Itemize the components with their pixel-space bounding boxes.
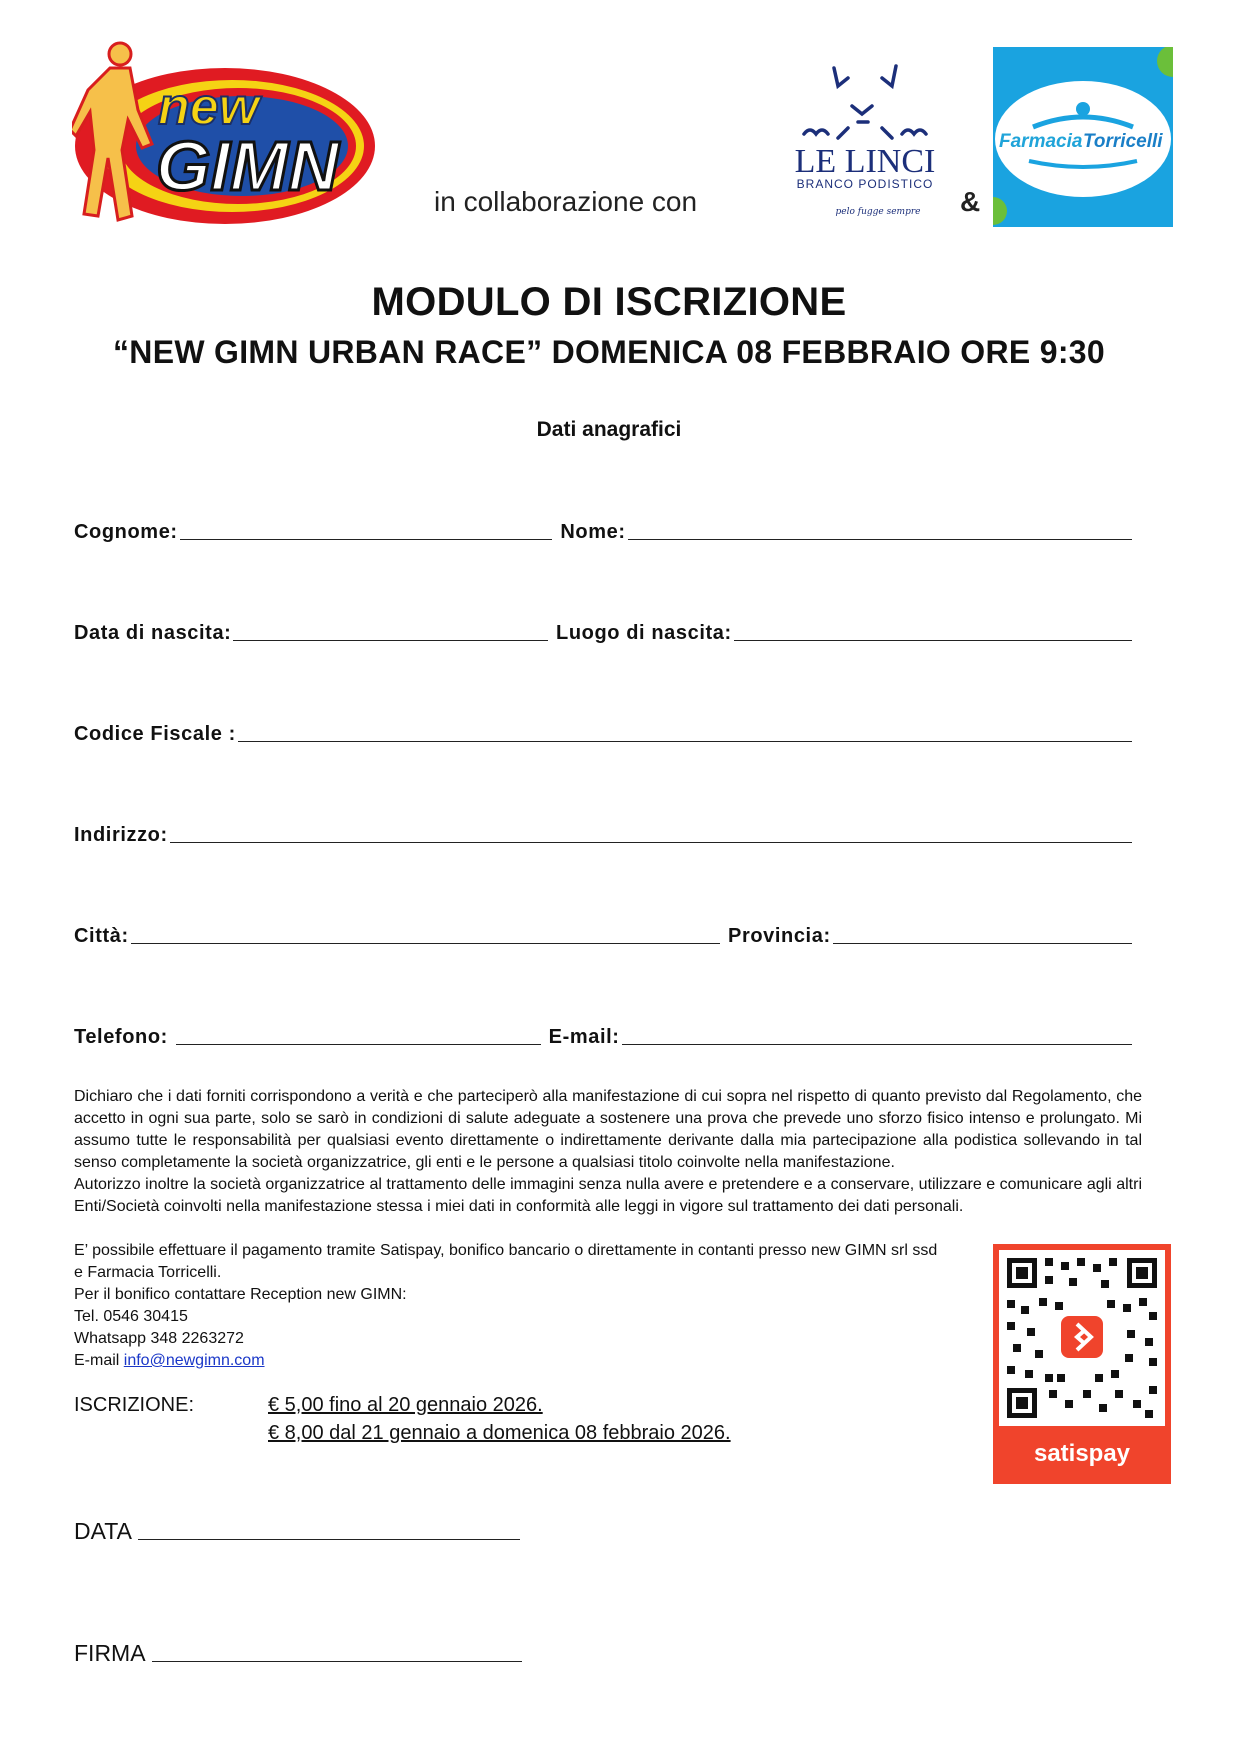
field-row-address <box>74 807 1132 847</box>
payment-tel: Tel. 0546 30415 <box>74 1308 188 1325</box>
iscrizione-price-1: € 5,00 fino al 20 gennaio 2026. <box>268 1394 543 1416</box>
citta-field[interactable] <box>74 908 720 948</box>
firma-line[interactable] <box>152 1661 522 1662</box>
farmacia-name-part2: Torricelli <box>1083 131 1163 152</box>
citta-label: Città: <box>74 925 129 947</box>
field-row-name <box>74 504 1132 544</box>
nome-label: Nome: <box>560 521 626 543</box>
payment-line-1: E’ possibile effettuare il pagamento tramite Satispay, bonifico bancario o direttamente in contanti presso new GIMN srl ssd <box>74 1242 938 1259</box>
declaration-text <box>74 1086 1142 1218</box>
indirizzo-label: Indirizzo: <box>74 824 168 846</box>
farmacia-torricelli-logo <box>993 47 1173 227</box>
newgimn-logo <box>72 40 378 232</box>
indirizzo-field[interactable] <box>74 807 1132 847</box>
nome-field[interactable] <box>560 504 1132 544</box>
nome-line[interactable] <box>628 539 1132 540</box>
ampersand: & <box>960 186 981 217</box>
codice-fiscale-field[interactable] <box>74 706 1132 746</box>
collab-text: in collaborazione con <box>434 186 698 217</box>
newgimn-logo-line2: GIMN <box>156 127 339 205</box>
field-row-cf <box>74 706 1132 746</box>
luogo-nascita-field[interactable] <box>556 605 1132 645</box>
payment-line-2: e Farmacia Torricelli. <box>74 1264 222 1281</box>
cognome-field[interactable] <box>74 504 552 544</box>
telefono-line[interactable] <box>176 1044 541 1045</box>
declaration-paragraph-2: Autorizzo inoltre la società organizzatrice al trattamento delle immagini senza nulla avere e pretendere e a conservare, utilizzare e comunicare agli altri Enti/Società coinvolti nella manifestazione stessa i miei dati in conformità alle leggi in vigore sul trattamento dei dati personali. <box>74 1176 1142 1215</box>
qr-code <box>999 1250 1165 1426</box>
payment-email-row <box>74 1350 994 1372</box>
field-row-birth <box>74 605 1132 645</box>
payment-email-label: E-mail <box>74 1352 124 1369</box>
email-field[interactable] <box>549 1009 1132 1049</box>
satispay-icon <box>1061 1316 1103 1358</box>
citta-line[interactable] <box>131 943 720 944</box>
codice-fiscale-line[interactable] <box>238 741 1132 742</box>
luogo-nascita-label: Luogo di nascita: <box>556 622 732 644</box>
satispay-qr <box>993 1244 1171 1484</box>
iscrizione-price-2: € 8,00 dal 21 gennaio a domenica 08 febbraio 2026. <box>268 1422 731 1444</box>
satispay-brand: satispay <box>1033 1440 1131 1467</box>
le-linci-name: LE LINCI <box>794 143 936 180</box>
provincia-label: Provincia: <box>728 925 831 947</box>
payment-whatsapp: Whatsapp 348 2263272 <box>74 1330 244 1347</box>
telefono-field[interactable] <box>74 1009 541 1049</box>
declaration-paragraph-1: Dichiaro che i dati forniti corrispondono a verità e che parteciperò alla manifestazione di cui sopra nel rispetto di quanto previsto dal Regolamento, che accetto in ogni sua parte, solo se sarò in condizioni di salute adeguate a sostenere una prova che prevede uno sforzo fisico intenso e prolungato. Mi assumo tutte le responsabilità per qualsiasi evento direttamente o indirettamente derivante dalla mia partecipazione alla podistica sollevando in tal senso completamente la società organizzatrice, gli enti e le persone a qualsiasi titolo coinvolte nella manifestazione. <box>74 1088 1142 1171</box>
data-signature-row <box>74 1518 520 1545</box>
payment-line-3: Per il bonifico contattare Reception new GIMN: <box>74 1286 407 1303</box>
email-line[interactable] <box>622 1044 1132 1045</box>
luogo-nascita-line[interactable] <box>734 640 1132 641</box>
data-nascita-line[interactable] <box>233 640 548 641</box>
firma-signature-row <box>74 1640 522 1667</box>
data-line[interactable] <box>138 1539 520 1540</box>
cognome-line[interactable] <box>180 539 553 540</box>
field-row-contacts <box>74 1009 1132 1049</box>
event-title: “NEW GIMN URBAN RACE” DOMENICA 08 FEBBRAIO ORE 9:30 <box>113 334 1105 370</box>
provincia-field[interactable] <box>728 908 1132 948</box>
section-title: Dati anagrafici <box>536 418 682 441</box>
le-linci-tagline: BRANCO PODISTICO <box>796 177 934 191</box>
data-label: DATA <box>74 1518 132 1544</box>
codice-fiscale-label: Codice Fiscale : <box>74 723 236 745</box>
provincia-line[interactable] <box>833 943 1132 944</box>
form-title: MODULO DI ISCRIZIONE <box>371 280 847 324</box>
payment-info <box>74 1240 994 1372</box>
email-label: E-mail: <box>548 1026 620 1048</box>
field-row-city <box>74 908 1132 948</box>
data-nascita-field[interactable] <box>74 605 548 645</box>
cognome-label: Cognome: <box>74 521 178 543</box>
le-linci-motto: pelo fugge sempre <box>835 207 921 217</box>
data-nascita-label: Data di nascita: <box>74 622 232 644</box>
farmacia-name-part1: Farmacia <box>999 131 1083 152</box>
iscrizione-label: ISCRIZIONE: <box>74 1394 195 1416</box>
le-linci-logo <box>778 58 952 226</box>
telefono-label: Telefono: <box>74 1026 175 1048</box>
indirizzo-line[interactable] <box>170 842 1132 843</box>
newgimn-logo-line1: new <box>158 78 260 136</box>
firma-label: FIRMA <box>74 1640 146 1666</box>
payment-email-link[interactable]: info@newgimn.com <box>123 1352 265 1369</box>
